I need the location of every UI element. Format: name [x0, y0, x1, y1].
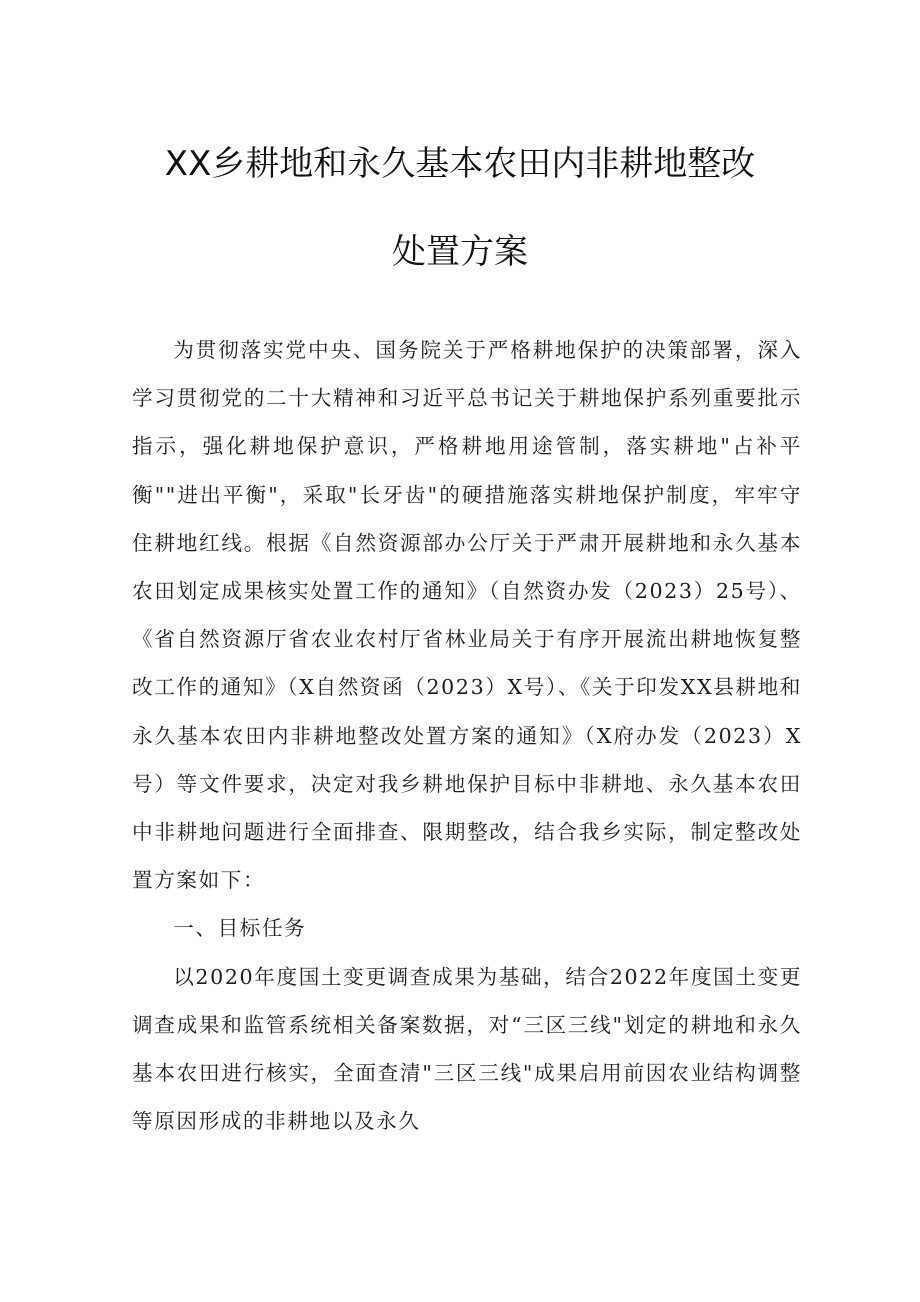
section-heading-goals: 一、目标任务: [173, 916, 307, 941]
document-title-line-2: 处置方案: [392, 232, 528, 272]
intro-paragraph: 为贯彻落实党中央、国务院关于严格耕地保护的决策部署，深入学习贯彻党的二十大精神和习近平总书记关于耕地保护系列重要批示指示，强化耕地保护意识，严格耕地用途管制，落实耕地"占补平衡""进出平衡"，采取"长牙齿"的硬措施落实耕地保护制度，牢牢守住耕地红线。根据《自然资源部办公厅关于严肃开展耕地和永久基本农田划定成果核实处置工作的通知》（自然资办发（2023）25号）、《省自然资源厅省农业农村厅省林业局关于有序开展流出耕地恢复整改工作的通知》（X自然资函（2023）X号）、《关于印发XX县耕地和永久基本农田内非耕地整改处置方案的通知》（X府办发（2023）X号）等文件要求，决定对我乡耕地保护目标中非耕地、永久基本农田中非耕地问题进行全面排查、限期整改，结合我乡实际，制定整改处置方案如下：: [132, 338, 802, 893]
document-body: [132, 326, 802, 1145]
goals-paragraph: 以2020年度国土变更调查成果为基础，结合2022年度国土变更调查成果和监管系统相关备案数据，对“三区三线"划定的耕地和永久基本农田进行核实，全面查清"三区三线"成果启用前因农业结构调整等原因形成的非耕地以及永久: [132, 964, 802, 1134]
document-title-line-1: XX乡耕地和永久基本农田内非耕地整改: [164, 144, 756, 184]
